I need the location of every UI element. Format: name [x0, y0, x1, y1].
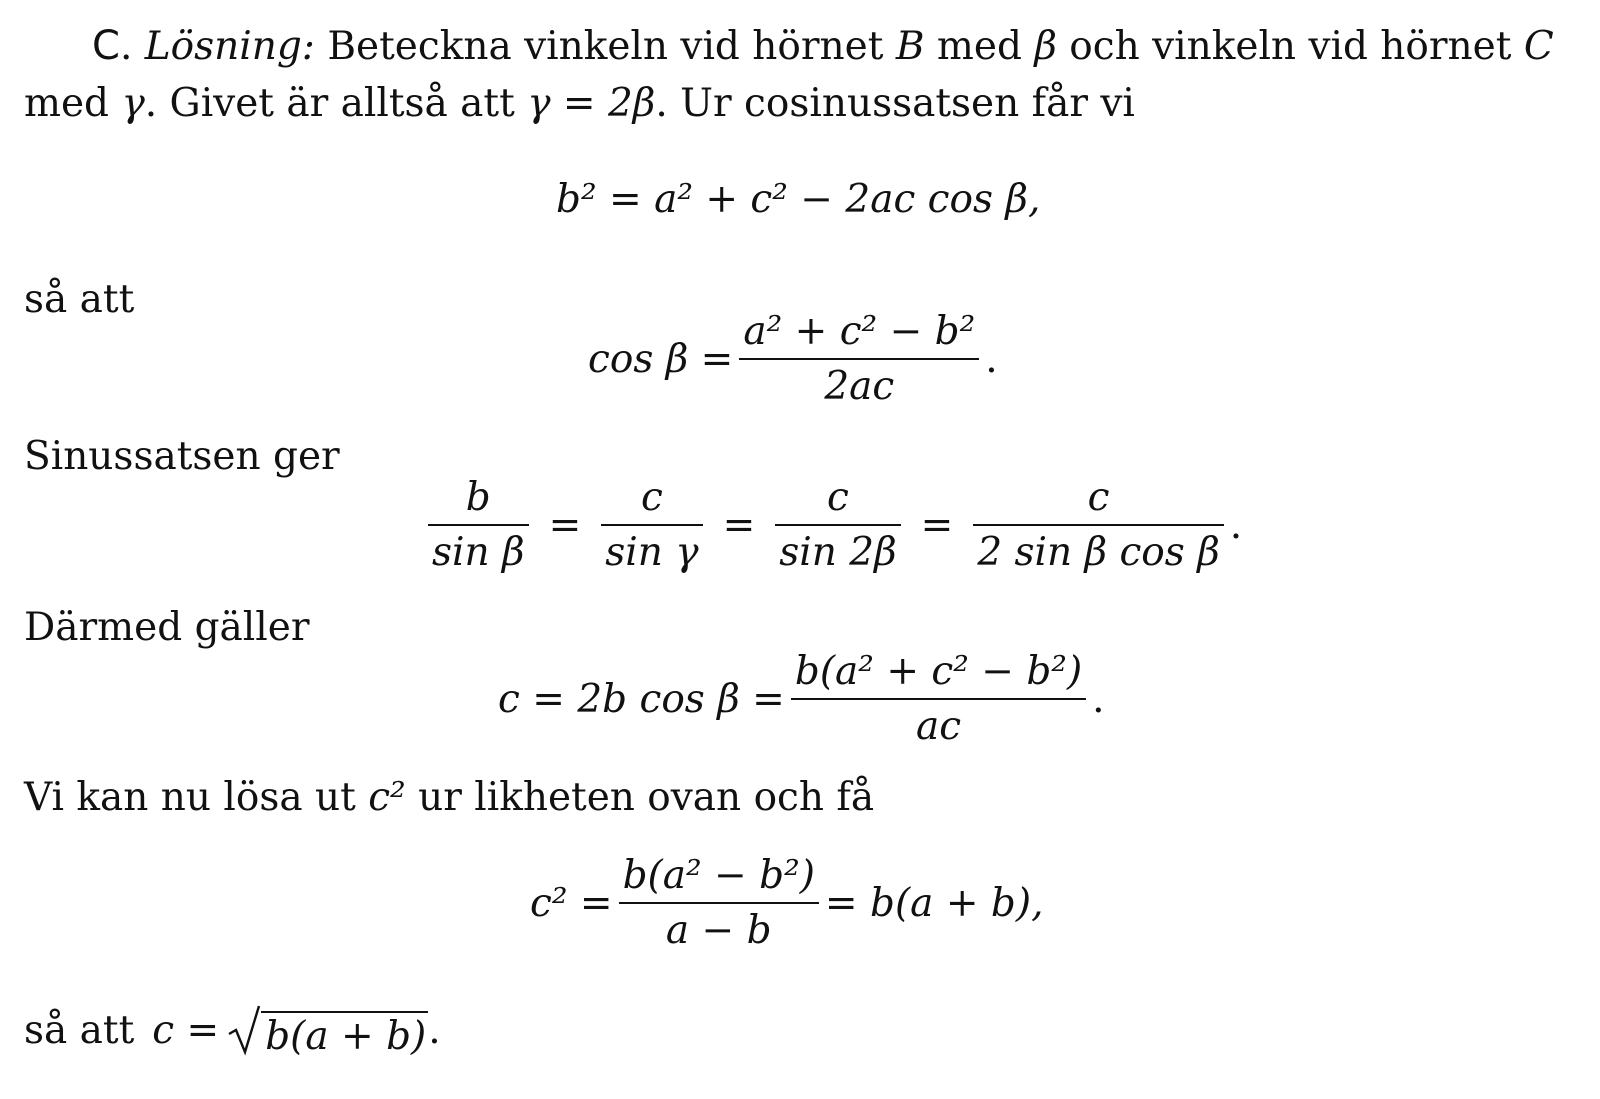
c-squared: c² [368, 775, 406, 820]
eq3-fraction-1 [428, 475, 529, 575]
equals-sign: = [548, 502, 582, 548]
gamma-symbol: γ [121, 81, 145, 126]
eq3-f1-den: sin β [432, 530, 525, 575]
eq3-fraction-3 [775, 475, 900, 575]
eq5-lhs: c² = [530, 880, 613, 926]
eq5-denominator: a − b [665, 908, 772, 953]
fraction-bar [601, 524, 702, 526]
intro-text-3: och vinkeln vid hörnet [1069, 24, 1512, 69]
equation-c-value: c = 2b cos β = $\frac{\text{b(a² + c² − b²)}}{ac}$ . [498, 649, 1105, 749]
eq3-f4-den: 2 sin β cos β [977, 530, 1220, 575]
eq3-f2-num: c [640, 475, 663, 520]
text-darmed: Därmed gäller [24, 605, 310, 650]
equation-cos-beta: cos β = $\frac{\text{a² + c² − b²}}{2ac}$ . [588, 309, 998, 409]
var-b: B [895, 24, 925, 69]
intro-text-4: med [24, 81, 110, 126]
eq3-fraction-4 [973, 475, 1223, 575]
intro-line-2 [24, 81, 1135, 126]
fraction-bar [428, 524, 529, 526]
final-period: . [428, 1007, 441, 1053]
equation-sine-law: $\frac{b}{\text{sin β}}$ = $\frac{c}{\text{sin γ}}$ = $\frac{c}{\sin 2\beta}$ = $\frac{c}{\text{2 sin β cos β}}$ . [422, 478, 1242, 572]
intro-text-6: . Ur cosinussatsen får vi [655, 81, 1135, 126]
eq4-numerator: b(a² + c² − b²) [794, 649, 1083, 694]
fraction-bar [619, 902, 819, 904]
beta-symbol: β [1034, 24, 1057, 69]
intro-line-1: C. Lösning: Beteckna vinkeln vid hörnet B med β och vinkeln vid hörnet C [92, 23, 1554, 69]
solution-heading: Lösning: [144, 24, 315, 69]
eq3-f3-den: sin 2β [779, 530, 897, 575]
fraction-bar [791, 698, 1086, 700]
intro-text-1: Beteckna vinkeln vid hörnet [327, 24, 884, 69]
equation-c-squared [530, 853, 1044, 953]
eq3-f3-num: c [827, 475, 849, 520]
var-c: C [1523, 24, 1554, 69]
eq5-rhs: = b(a + b), [824, 880, 1044, 926]
fraction-bar [973, 524, 1223, 526]
eq2-lhs: cos β = [588, 336, 734, 382]
intro-text-5: . Givet är alltså att [144, 81, 515, 126]
equals-sign: = [920, 502, 954, 548]
fraction-bar [775, 524, 900, 526]
vi-kan-text-2: ur likheten ovan och få [418, 775, 875, 820]
eq5-numerator: b(a² − b²) [622, 853, 815, 898]
equation-cosine-law [556, 177, 1041, 222]
eq5-fraction [619, 853, 819, 953]
eq2-numerator: a² + c² − b² [743, 309, 976, 354]
given-equation: γ = 2β [527, 81, 656, 126]
square-root [227, 1004, 428, 1059]
equals-sign: = [722, 502, 756, 548]
text-sa-att: så att [24, 277, 135, 322]
final-text: så att [24, 1007, 135, 1053]
eq3-f2-den: sin γ [605, 530, 699, 575]
eq3-f4-num: c [1087, 475, 1110, 520]
radicand: b(a + b) [261, 1011, 428, 1056]
eq2-fraction [739, 309, 979, 409]
fraction-bar [739, 358, 979, 360]
eq4-fraction [791, 649, 1086, 749]
problem-label: C [92, 23, 120, 69]
final-line [24, 1004, 441, 1059]
vi-kan-text-1: Vi kan nu lösa ut [24, 775, 356, 820]
eq2-denominator: 2ac [824, 364, 895, 409]
text-vi-kan [24, 775, 875, 820]
eq1-text: b² = a² + c² − 2ac cos β, [556, 177, 1041, 222]
final-lhs: c = [152, 1007, 220, 1053]
intro-text-2: med [936, 24, 1022, 69]
eq3-fraction-2 [601, 475, 702, 575]
text-sinussatsen: Sinussatsen ger [24, 434, 340, 479]
eq4-lhs: c = 2b cos β = [498, 676, 785, 722]
eq4-denominator: ac [915, 704, 962, 749]
radical-sign-icon [227, 1004, 261, 1056]
eq3-f1-num: b [465, 475, 491, 520]
